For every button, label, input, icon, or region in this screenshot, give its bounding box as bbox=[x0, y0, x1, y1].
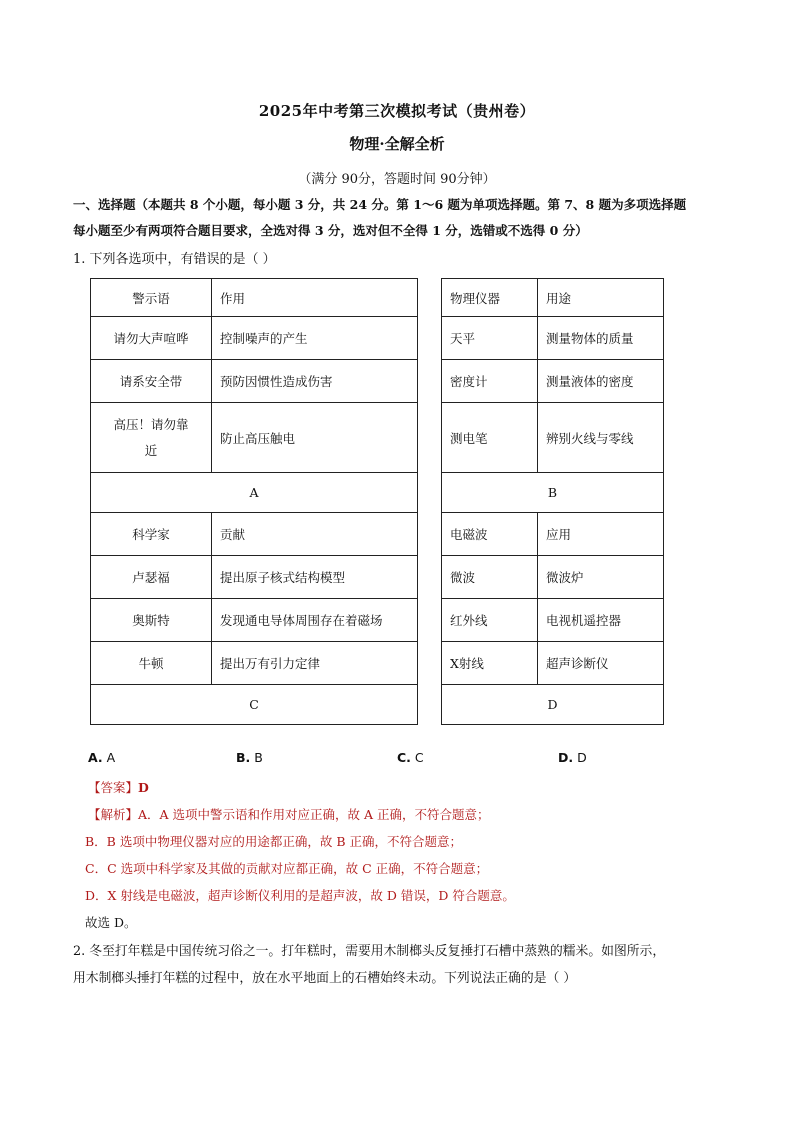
table-c-header-2: 贡献 bbox=[212, 513, 418, 556]
table-d-cell: 微波 bbox=[442, 556, 538, 599]
option-a-letter: A. bbox=[88, 750, 103, 765]
option-c bbox=[397, 750, 424, 765]
section-heading-line1: 一、选择题（本题共 8 个小题，每小题 3 分，共 24 分。第 1～6 题为单项选择题。第 7、8 题为多项选择题 bbox=[73, 197, 687, 212]
table-a-cell: 防止高压触电 bbox=[212, 403, 418, 473]
analysis-text: A．A 选项中警示语和作用对应正确，故 A 正确，不符合题意； bbox=[138, 807, 490, 822]
table-c-header-1: 科学家 bbox=[91, 513, 212, 556]
table-d-header-2: 应用 bbox=[538, 513, 664, 556]
page-title: 2025年中考第三次模拟考试（贵州卷） bbox=[258, 102, 536, 120]
table-b bbox=[441, 278, 664, 513]
table-c bbox=[90, 512, 418, 725]
section-heading-line2: 每小题至少有两项符合题目要求，全选对得 3 分，选对但不全得 1 分，选错或不选得 0 分） bbox=[73, 223, 588, 238]
table-a-cell: 请系安全带 bbox=[91, 360, 212, 403]
answer-tag: 【答案】 bbox=[88, 780, 139, 795]
table-b-cell: 辨别火线与零线 bbox=[538, 403, 664, 473]
table-a-label: A bbox=[91, 473, 418, 513]
page-subtitle: 物理·全解全析 bbox=[349, 135, 445, 153]
table-d-cell: 红外线 bbox=[442, 599, 538, 642]
table-b-header-1: 物理仪器 bbox=[442, 279, 538, 317]
analysis-tag: 【解析】 bbox=[88, 807, 139, 822]
option-b-text: B bbox=[254, 750, 263, 765]
table-c-cell: 发现通电导体周围存在着磁场 bbox=[212, 599, 418, 642]
table-d-header-1: 电磁波 bbox=[442, 513, 538, 556]
table-a-cell: 请勿大声喧哗 bbox=[91, 317, 212, 360]
option-a bbox=[88, 750, 115, 765]
answer-line bbox=[88, 774, 149, 801]
table-d-label: D bbox=[442, 685, 664, 725]
table-b-cell: 测量物体的质量 bbox=[538, 317, 664, 360]
table-b-header-2: 用途 bbox=[538, 279, 664, 317]
table-a-cell: 预防因惯性造成伤害 bbox=[212, 360, 418, 403]
question-2-line1: 2. 冬至打年糕是中国传统习俗之一。打年糕时，需要用木制榔头反复捶打石槽中蒸熟的糯米。如图所示， bbox=[73, 944, 666, 959]
option-b bbox=[236, 750, 263, 765]
table-d-cell: 微波炉 bbox=[538, 556, 664, 599]
option-d bbox=[558, 750, 587, 765]
table-c-cell: 奥斯特 bbox=[91, 599, 212, 642]
option-c-letter: C. bbox=[397, 750, 411, 765]
score-info: （满分 90分，答题时间 90分钟） bbox=[298, 172, 496, 187]
table-b-cell: 测电笔 bbox=[442, 403, 538, 473]
table-a-header-2: 作用 bbox=[212, 279, 418, 317]
table-b-cell: 密度计 bbox=[442, 360, 538, 403]
table-c-cell: 卢瑟福 bbox=[91, 556, 212, 599]
analysis-line-1 bbox=[88, 801, 490, 828]
table-d-cell: 电视机遥控器 bbox=[538, 599, 664, 642]
table-b-cell: 天平 bbox=[442, 317, 538, 360]
table-c-cell: 牛顿 bbox=[91, 642, 212, 685]
table-a-cell: 控制噪声的产生 bbox=[212, 317, 418, 360]
question-1-stem: 1. 下列各选项中，有错误的是（ ） bbox=[73, 252, 276, 267]
option-c-text: C bbox=[414, 750, 424, 765]
analysis-line-3: C．C 选项中科学家及其做的贡献对应都正确，故 C 正确，不符合题意； bbox=[85, 861, 489, 876]
option-a-text: A bbox=[106, 750, 116, 765]
table-d-cell: 超声诊断仪 bbox=[538, 642, 664, 685]
option-d-letter: D. bbox=[558, 750, 574, 765]
table-a-header-1: 警示语 bbox=[91, 279, 212, 317]
table-c-cell: 提出原子核式结构模型 bbox=[212, 556, 418, 599]
table-b-label: B bbox=[442, 473, 664, 513]
answer-value: D bbox=[138, 780, 149, 795]
question-2-line2: 用木制榔头捶打年糕的过程中，放在水平地面上的石槽始终未动。下列说法正确的是（ ） bbox=[73, 971, 577, 986]
option-d-text: D bbox=[577, 750, 587, 765]
table-c-label: C bbox=[91, 685, 418, 725]
table-a bbox=[90, 278, 418, 513]
table-d bbox=[441, 512, 664, 725]
table-d-cell: X射线 bbox=[442, 642, 538, 685]
analysis-line-2: B．B 选项中物理仪器对应的用途都正确，故 B 正确，不符合题意； bbox=[85, 834, 462, 849]
conclusion: 故选 D。 bbox=[85, 915, 137, 930]
option-b-letter: B. bbox=[236, 750, 251, 765]
table-b-cell: 测量液体的密度 bbox=[538, 360, 664, 403]
analysis-line-4: D．X 射线是电磁波，超声诊断仪利用的是超声波，故 D 错误，D 符合题意。 bbox=[85, 888, 515, 903]
table-c-cell: 提出万有引力定律 bbox=[212, 642, 418, 685]
table-a-cell: 高压！请勿靠近 bbox=[91, 403, 212, 473]
